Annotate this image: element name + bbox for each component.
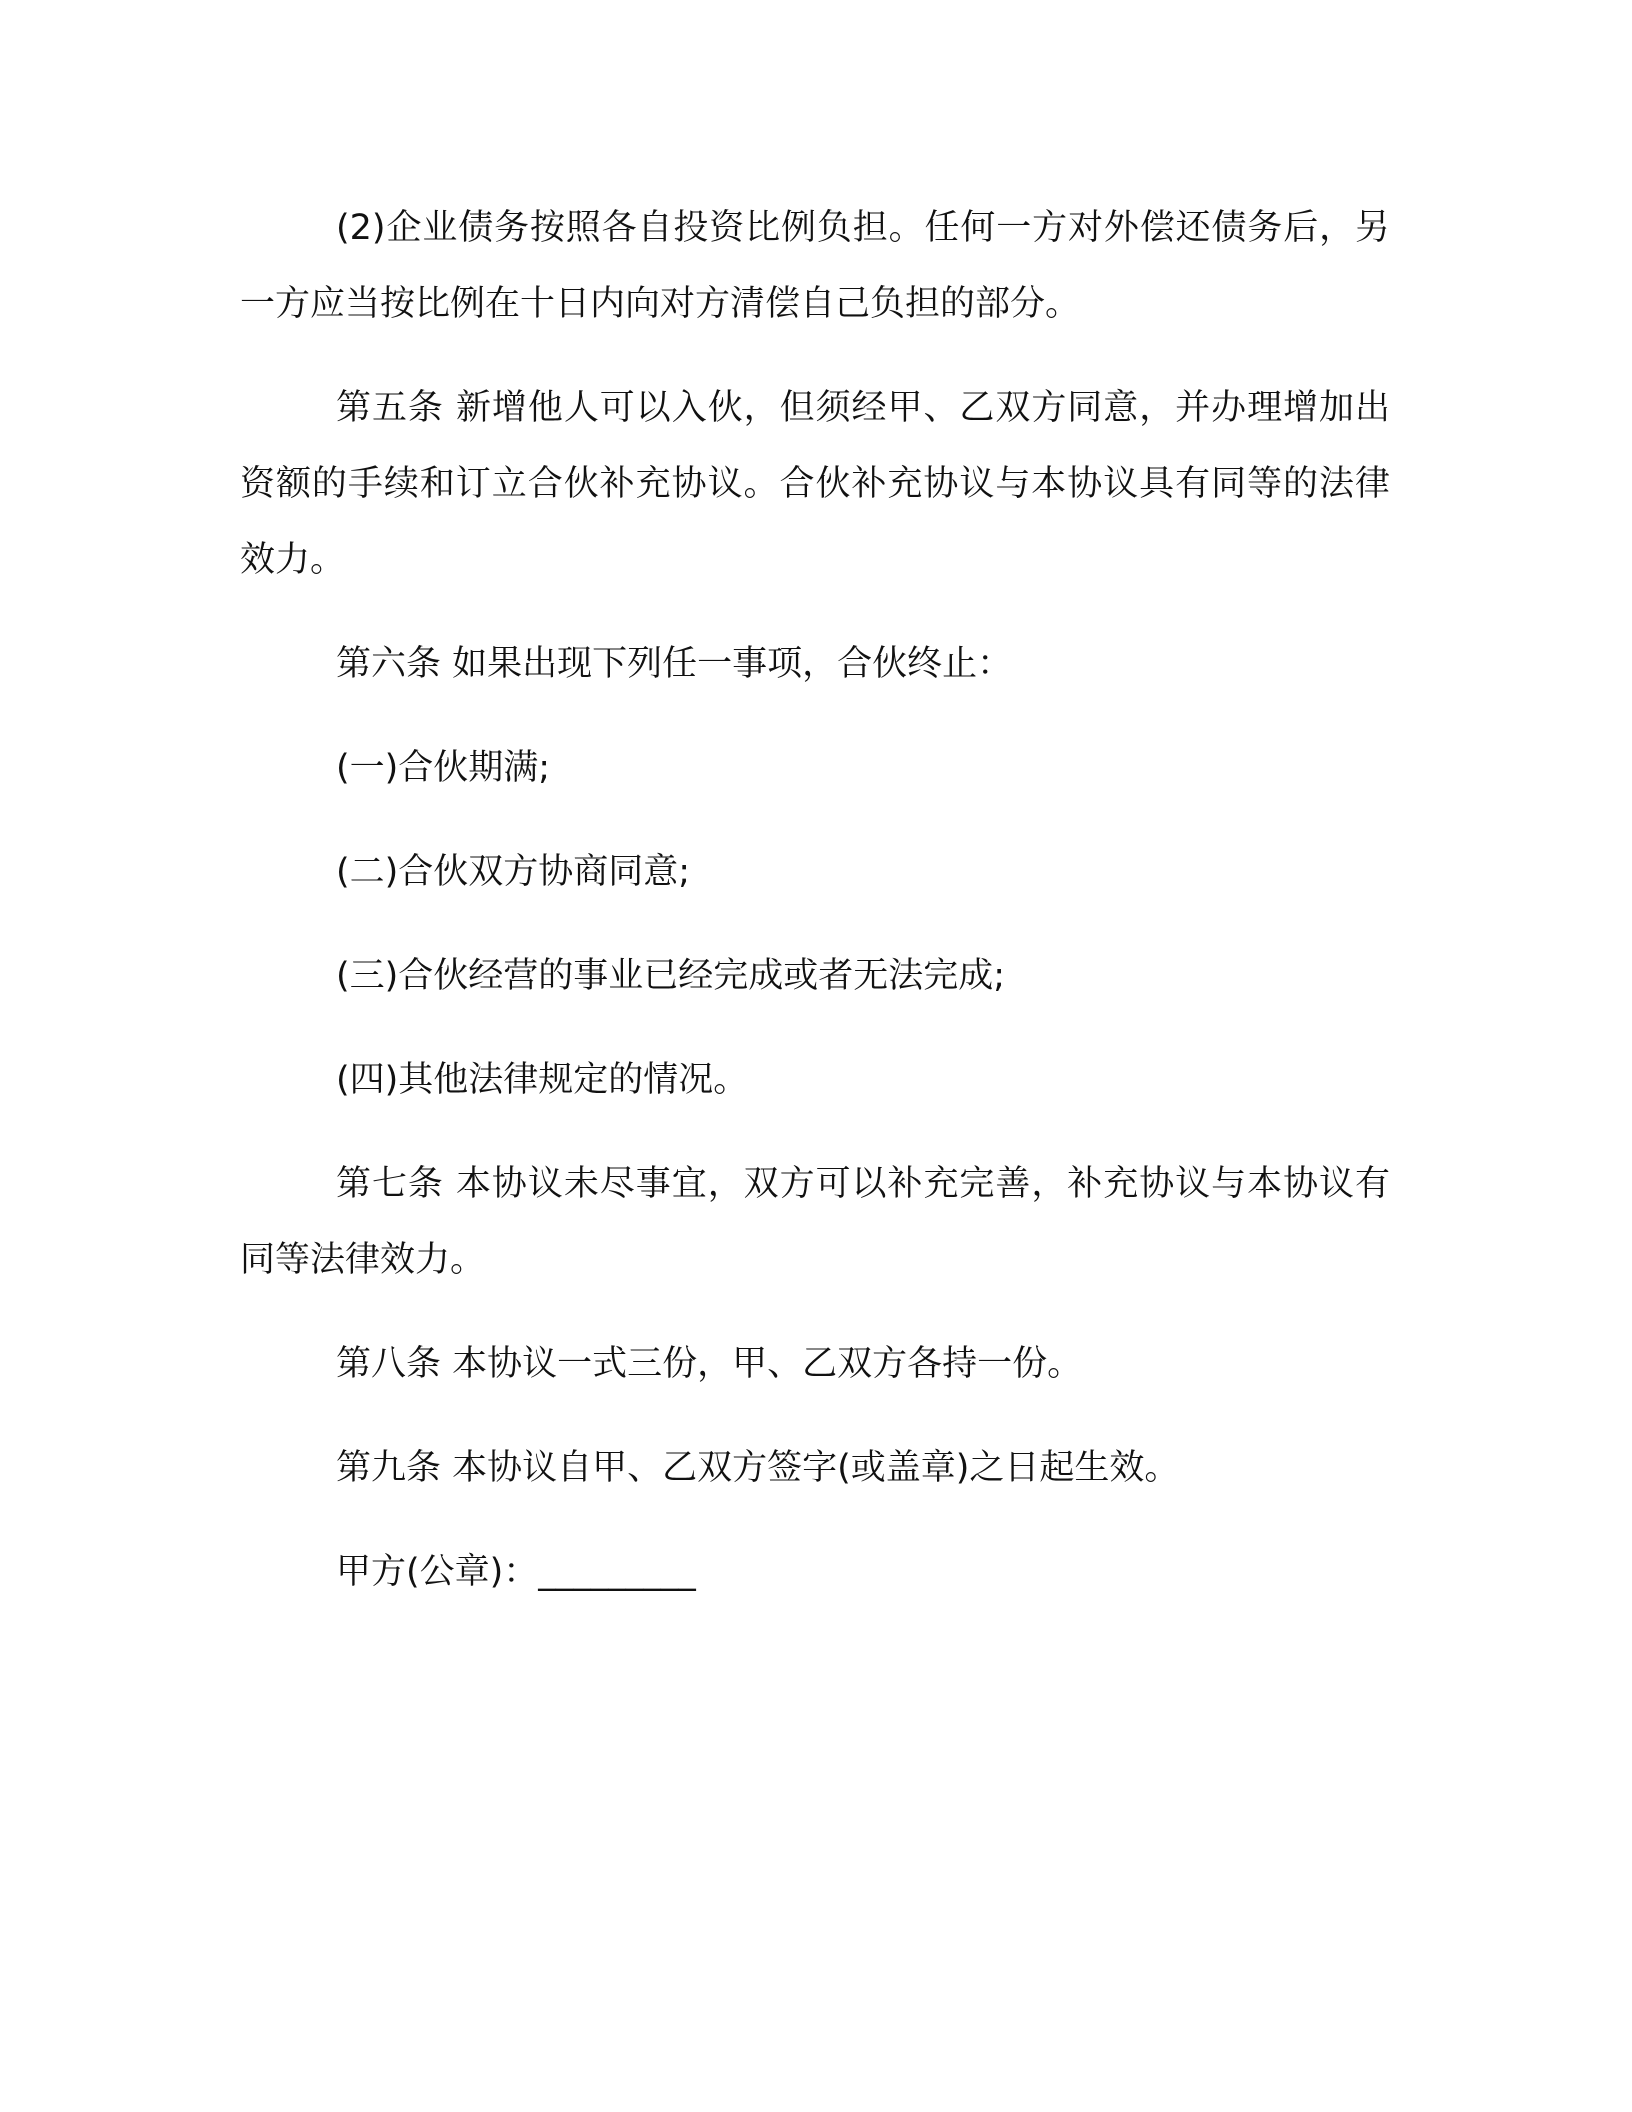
termination-item-1: (一)合伙期满; [336,748,551,788]
clause-6-paragraph: 第六条 如果出现下列任一事项，合伙终止： [336,644,1013,684]
clause-9-paragraph: 第九条 本协议自甲、乙双方签字(或盖章)之日起生效。 [336,1448,1180,1488]
termination-item-4: (四)其他法律规定的情况。 [336,1060,749,1100]
clause-4-debt-paragraph: (2)企业债务按照各自投资比例负担。任何一方对外偿还债务后，另一方应当按比例在十日内向对方清偿自己负担的部分。 [240,208,1390,324]
termination-item-3: (三)合伙经营的事业已经完成或者无法完成; [336,956,1006,996]
party-a-signature-line: 甲方(公章)：_________ [336,1552,696,1592]
clause-7-paragraph: 第七条 本协议未尽事宜，双方可以补充完善，补充协议与本协议有同等法律效力。 [240,1164,1390,1280]
clause-5-paragraph: 第五条 新增他人可以入伙，但须经甲、乙双方同意，并办理增加出资额的手续和订立合伙补充协议。合伙补充协议与本协议具有同等的法律效力。 [240,388,1390,580]
document-body [240,190,1390,1610]
clause-8-paragraph: 第八条 本协议一式三份，甲、乙双方各持一份。 [336,1344,1083,1384]
termination-item-2: (二)合伙双方协商同意; [336,852,691,892]
